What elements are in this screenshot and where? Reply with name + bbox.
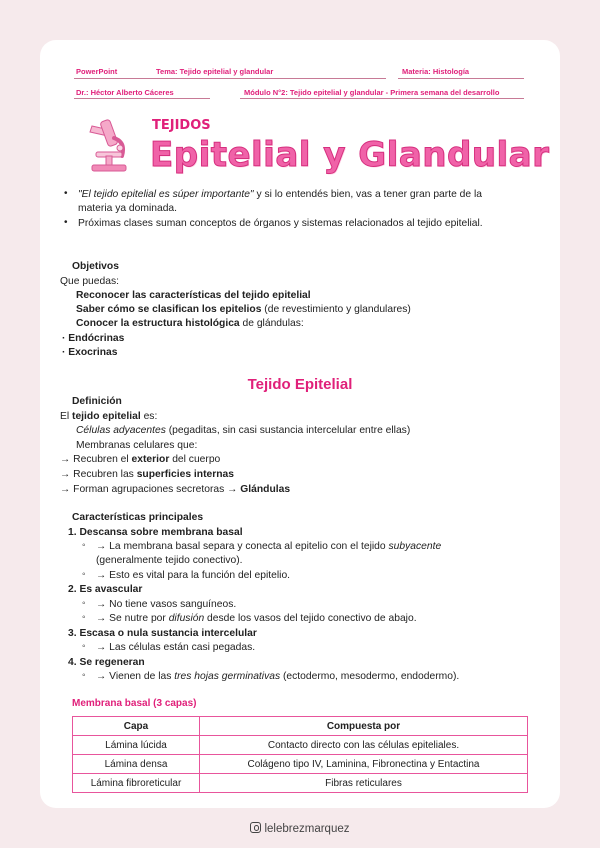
table-header-row [73,717,528,736]
caracteristica-sub: → Esto es vital para la función del epitelio. [96,570,291,581]
page-title: Epitelial y Glandular [150,135,550,175]
intro-bullet-1: "El tejido epitelial es súper importante" y si lo entendés bien, vas a tener gran parte de la [78,189,482,200]
intro-bullet-1-cont: materia ya dominada. [78,203,178,214]
definicion-line: Membranas celulares que: [76,440,198,451]
definicion-line: El tejido epitelial es: [60,411,158,422]
microscope-icon [84,112,132,174]
footer [0,822,600,835]
header-divider [74,78,386,79]
section-title: Tejido Epitelial [247,376,353,393]
caracteristica-item: 4. Se regeneran [68,657,145,668]
definicion-line: Células adyacentes (pegaditas, sin casi sustancia intercelular entre ellas) [76,425,411,436]
header-divider [398,78,524,79]
bullet-dot: ◦ [82,670,86,681]
header-modulo: Módulo N°2: Tejido epitelial y glandular - Primera semana del desarrollo [244,88,500,97]
bullet-dot: ◦ [82,569,86,580]
caracteristica-sub: → Las células están casi pegadas. [96,642,256,653]
objetivos-heading: Objetivos [72,261,119,272]
membrana-heading: Membrana basal (3 capas) [72,698,197,709]
footer-handle[interactable]: lelebrezmarquez [264,823,350,835]
table-row [73,755,528,774]
objetivos-intro: Que puedas: [60,276,119,287]
table-cell: Colágeno tipo IV, Laminina, Fibronectina y Entactina [200,755,528,774]
header-doctor: Dr.: Héctor Alberto Cáceres [76,88,174,97]
definicion-line: → Recubren el exterior del cuerpo [60,454,221,465]
table-row [73,774,528,793]
intro-bullet-2: Próximas clases suman conceptos de órganos y sistemas relacionados al tejido epitelial. [78,218,483,229]
definicion-line: → Forman agrupaciones secretoras → Glándulas [60,484,291,495]
bullet-dot: ◦ [82,641,86,652]
table-cell: Contacto directo con las células epiteliales. [200,736,528,755]
header-materia: Materia: Histología [402,67,470,76]
column-header: Compuesta por [200,717,528,736]
table-row [73,736,528,755]
bullet-dot: ◦ [82,540,86,551]
definicion-heading: Definición [72,396,122,407]
table-cell: Fibras reticulares [200,774,528,793]
instagram-icon [250,822,261,833]
objetivo-1: Reconocer las características del tejido epitelial [76,290,311,301]
definicion-line: → Recubren las superficies internas [60,469,234,480]
objetivo-exocrinas: · Exocrinas [62,347,118,358]
title-small: TEJIDOS [152,118,211,133]
objetivo-3: Conocer la estructura histológica de glándulas: [76,318,304,329]
table-cell: Lámina fibroreticular [73,774,200,793]
header-powerpoint: PowerPoint [76,67,118,76]
objetivo-2: Saber cómo se clasifican los epitelios (de revestimiento y glandulares) [76,304,411,315]
membrana-table [72,716,528,793]
caracteristica-sub: → Se nutre por difusión desde los vasos del tejido conectivo de abajo. [96,613,417,624]
bullet-dot: ◦ [82,598,86,609]
caracteristica-sub: → Vienen de las tres hojas germinativas (ectodermo, mesodermo, endodermo). [96,671,460,682]
caracteristicas-heading: Características principales [72,512,204,523]
bullet-dot: • [64,188,68,199]
column-header: Capa [73,717,200,736]
caracteristica-item: 3. Escasa o nula sustancia intercelular [68,628,257,639]
table-cell: Lámina lúcida [73,736,200,755]
caracteristica-sub: → La membrana basal separa y conecta al epitelio con el tejido subyacente [96,541,442,552]
header-divider [74,98,210,99]
caracteristica-item: 1. Descansa sobre membrana basal [68,527,243,538]
bullet-dot: • [64,217,68,228]
caracteristica-sub-cont: (generalmente tejido conectivo). [96,555,243,566]
bullet-dot: ◦ [82,612,86,623]
objetivo-endocrinas: · Endócrinas [62,333,125,344]
caracteristica-item: 2. Es avascular [68,584,143,595]
header-divider [240,98,524,99]
header-tema: Tema: Tejido epitelial y glandular [156,67,274,76]
table-cell: Lámina densa [73,755,200,774]
caracteristica-sub: → No tiene vasos sanguíneos. [96,599,237,610]
